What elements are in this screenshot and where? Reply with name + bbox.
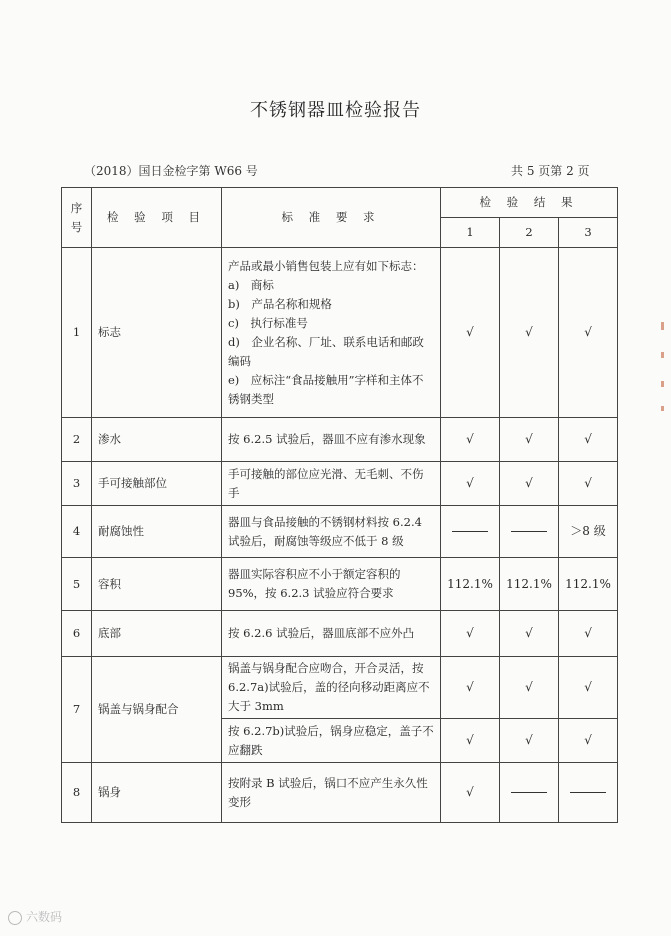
result-cell: √	[559, 462, 618, 506]
dash-mark	[570, 792, 606, 793]
result-cell	[500, 506, 559, 558]
result-cell: √	[500, 418, 559, 462]
row-requirement: 按 6.2.5 试验后，器皿不应有渗水现象	[222, 418, 441, 462]
header-result-3: 3	[559, 218, 618, 248]
table-row	[62, 611, 618, 657]
report-title: 不锈钢器皿检验报告	[250, 100, 421, 121]
result-cell: √	[559, 611, 618, 657]
requirement-line: 产品或最小销售包装上应有如下标志：	[228, 258, 424, 273]
header-requirement: 标 准 要 求	[222, 188, 441, 248]
row-seq: 1	[62, 248, 92, 418]
row-requirement	[222, 248, 441, 418]
result-cell: √	[441, 763, 500, 823]
row-requirement: 按 6.2.7b)试验后，锅身应稳定，盖子不应翻跌	[222, 719, 441, 763]
table-row	[62, 558, 618, 611]
header-result-1: 1	[441, 218, 500, 248]
page-number: 共 5 页第 2 页	[511, 164, 590, 178]
edge-mark	[661, 381, 664, 387]
row-item: 锅身	[92, 763, 222, 823]
result-cell: √	[559, 657, 618, 719]
result-cell	[500, 763, 559, 823]
row-item: 容积	[92, 558, 222, 611]
result-cell: √	[500, 657, 559, 719]
requirement-line: c) 执行标准号	[228, 315, 308, 330]
result-cell: 112.1%	[559, 558, 618, 611]
header-seq: 序号	[62, 188, 92, 248]
report-number: （2018）国日金检字第 W66 号	[84, 164, 258, 178]
row-seq: 2	[62, 418, 92, 462]
table-row	[62, 506, 618, 558]
row-seq: 5	[62, 558, 92, 611]
row-requirement: 器皿与食品接触的不锈钢材料按 6.2.4 试验后，耐腐蚀等级应不低于 8 级	[222, 506, 441, 558]
row-requirement: 手可接触的部位应光滑、无毛刺、不伤手	[222, 462, 441, 506]
watermark	[8, 908, 62, 925]
dash-mark	[511, 531, 547, 532]
row-item: 底部	[92, 611, 222, 657]
row-item: 锅盖与锅身配合	[92, 657, 222, 763]
result-cell: 112.1%	[500, 558, 559, 611]
header-result-2: 2	[500, 218, 559, 248]
result-cell: ＞8 级	[559, 506, 618, 558]
requirement-line: d) 企业名称、厂址、联系电话和邮政编码	[228, 334, 424, 368]
row-requirement: 按 6.2.6 试验后，器皿底部不应外凸	[222, 611, 441, 657]
edge-mark	[661, 406, 664, 411]
row-requirement: 器皿实际容积应不小于额定容积的 95%，按 6.2.3 试验应符合要求	[222, 558, 441, 611]
table-row	[62, 657, 618, 719]
result-cell: √	[441, 611, 500, 657]
result-cell: √	[500, 611, 559, 657]
inspection-table	[61, 187, 618, 823]
result-cell: √	[559, 248, 618, 418]
requirement-line: a) 商标	[228, 277, 274, 292]
watermark-logo-icon	[8, 911, 22, 925]
result-cell	[441, 506, 500, 558]
row-item: 耐腐蚀性	[92, 506, 222, 558]
table-row	[62, 763, 618, 823]
row-seq: 8	[62, 763, 92, 823]
dash-mark	[452, 531, 488, 532]
result-cell: √	[559, 418, 618, 462]
result-cell: √	[500, 719, 559, 763]
row-requirement: 按附录 B 试验后，锅口不应产生永久性变形	[222, 763, 441, 823]
edge-mark	[661, 352, 664, 358]
table-row	[62, 248, 618, 418]
header-row	[62, 188, 618, 218]
result-cell: √	[441, 657, 500, 719]
row-seq: 4	[62, 506, 92, 558]
result-cell: √	[500, 248, 559, 418]
dash-mark	[511, 792, 547, 793]
row-requirement: 锅盖与锅身配合应吻合，开合灵活，按 6.2.7a)试验后，盖的径向移动距离应不大于 3mm	[222, 657, 441, 719]
row-seq: 7	[62, 657, 92, 763]
row-item: 手可接触部位	[92, 462, 222, 506]
result-cell: √	[441, 418, 500, 462]
row-seq: 3	[62, 462, 92, 506]
result-cell: √	[441, 462, 500, 506]
result-cell: √	[559, 719, 618, 763]
result-cell: √	[441, 248, 500, 418]
edge-mark	[661, 322, 664, 330]
requirement-line: e) 应标注“食品接触用”字样和主体不锈钢类型	[228, 372, 424, 406]
row-seq: 6	[62, 611, 92, 657]
watermark-text: 六数码	[26, 910, 63, 924]
table-row	[62, 418, 618, 462]
header-item: 检 验 项 目	[92, 188, 222, 248]
result-cell: 112.1%	[441, 558, 500, 611]
table-row	[62, 462, 618, 506]
result-cell	[559, 763, 618, 823]
header-results: 检 验 结 果	[441, 188, 618, 218]
result-cell: √	[441, 719, 500, 763]
row-item: 渗水	[92, 418, 222, 462]
result-cell: √	[500, 462, 559, 506]
row-item: 标志	[92, 248, 222, 418]
requirement-line: b) 产品名称和规格	[228, 296, 332, 311]
